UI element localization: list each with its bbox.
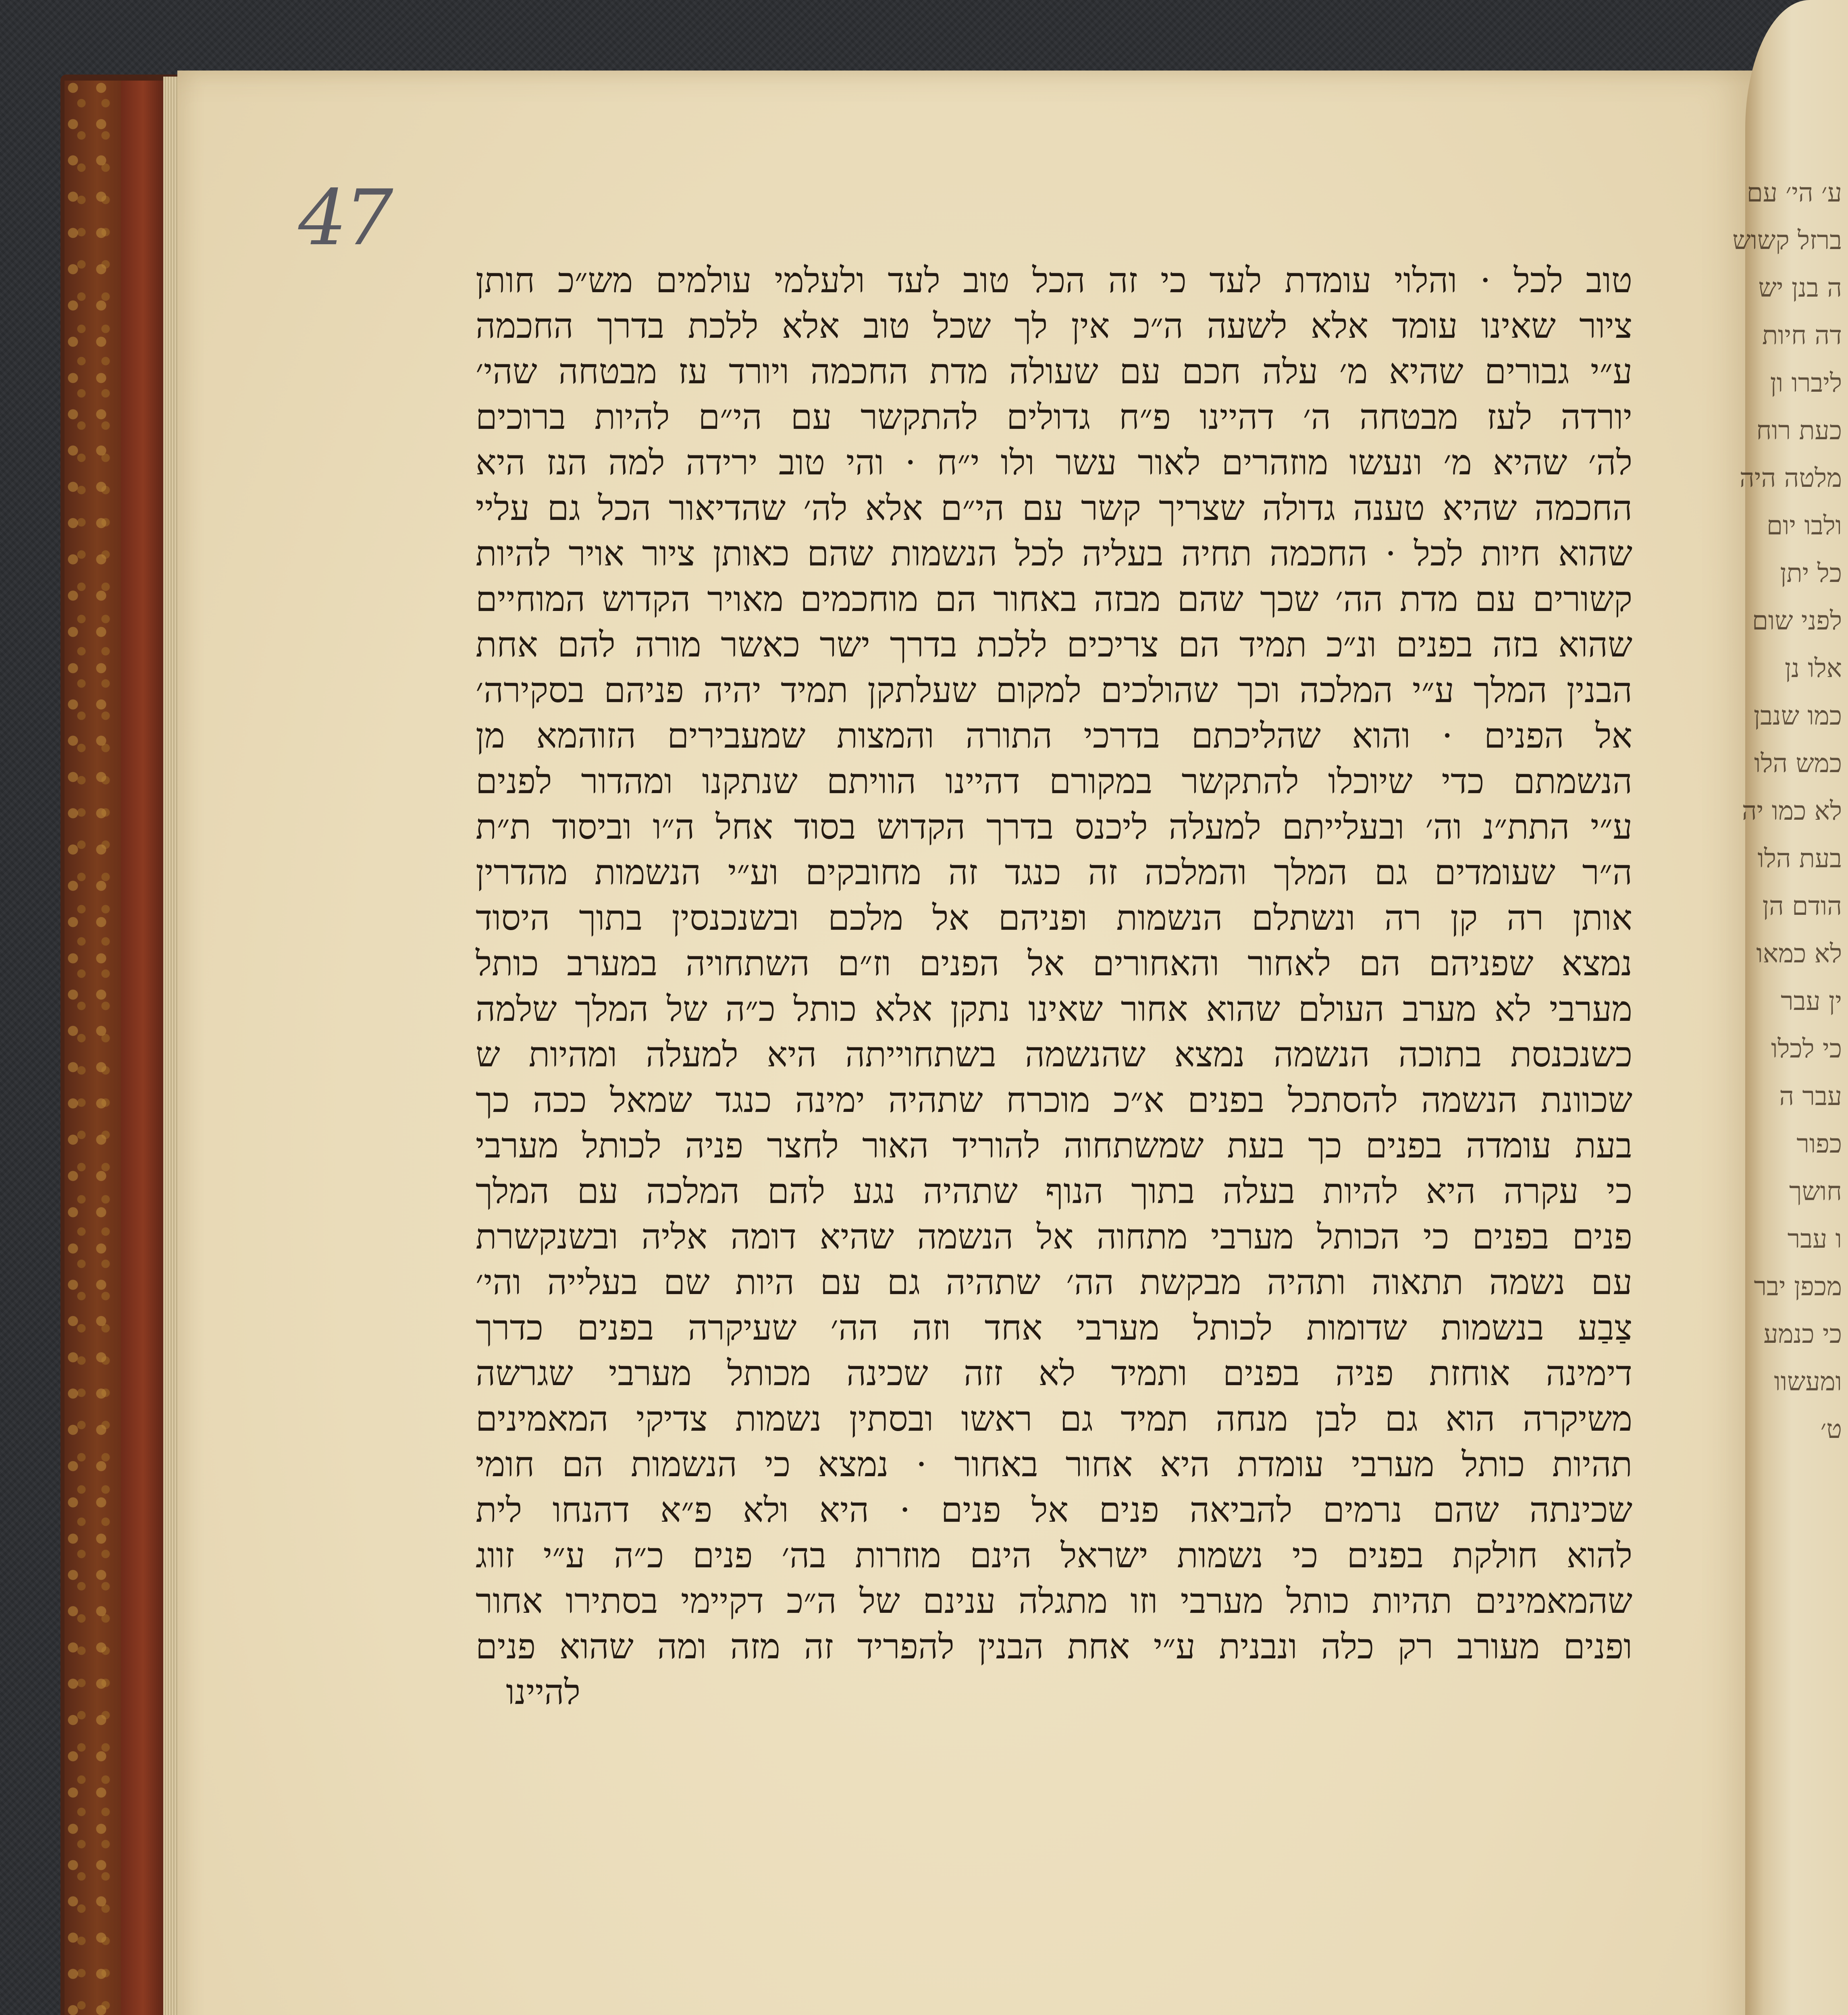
text-line: אותן רה קן רה ונשתלם הנשמות ופניהם אל מלכם ובשנכנסין בתוך היסוד [476,898,1632,938]
next-page-line: עבר ה [1779,1082,1842,1111]
text-line: אל הפנים · והוא שהליכתם בדרכי התורה והמצות שמעבירים הזוהמא מן [476,716,1632,756]
text-line: בעת עומדה בפנים כך בעת שמשתחוה להוריד האור לחצר פניה לכותל מערבי [476,1126,1632,1166]
next-page-text [1732,169,1842,2015]
next-page-line: ה בנן יש [1758,273,1842,303]
next-page-line: דה חיות [1762,321,1842,351]
next-page-line: כי לכלו [1771,1034,1842,1064]
text-line: הנשמתם כדי שיוכלו להתקשר במקורם דהיינו הוויתם שנתקנו ומהדור לפנים [476,761,1632,802]
next-page-line: לא כמאו [1756,939,1842,969]
next-page-line: הודם הן [1762,891,1842,921]
next-page-line: ומעשוו [1774,1367,1842,1397]
text-line: להיינו [506,1672,580,1712]
next-page-line: כמש הלו [1754,749,1842,779]
next-page-line: כל יתן [1780,559,1842,588]
text-line: שכוונת הנשמה להסתכל בפנים א״כ מוכרח שתהיה ימינה כנגד שמאל ככה כך [476,1080,1632,1120]
text-line: כשנכנסת בתוכה הנשמה נמצא שהנשמה בשתחוייתה היא למעלה ומהיות ש [476,1035,1632,1075]
text-line: יורדה לעז מבטחה ה׳ דהיינו פ״ח גדולים להתקשר עם הי״ם להיות ברוכים [476,397,1632,437]
text-line: להוא חולקת בפנים כי נשמות ישראל הינם מוזרות בה׳ פנים כ״ה ע״י זווג [476,1535,1632,1576]
next-page-line: כפור [1796,1129,1842,1159]
text-line: מערבי לא מערב העולם שהוא אחור שאינו נתקן אלא כותל כ״ה של המלך שלמה [476,989,1633,1029]
text-line: ה״ר שעומדים גם המלך והמלכה זה כנגד זה מחובקים וע״י הנשמות מהדרין [476,852,1632,893]
text-line: שכינתה שהם נרמים להביאה פנים אל פנים · היא ולא פ״א דהנחו לית [476,1490,1632,1530]
text-line: ע״י התת״נ וה׳ ובעלייתם למעלה ליכנס בדרך הקדוש בסוד אחל ה״ו וביסוד ת״ת [476,807,1632,847]
next-page-line: מלטה היה [1739,463,1842,493]
text-line: החכמה שהיא טענה גדולה שצריך קשר עם הי״ם אלא לה׳ שהדיאור הכל גם עליי [476,488,1632,528]
text-line: תהיות כותל מערבי עומדת היא אחור באחור · נמצא כי הנשמות הם חומי [476,1444,1632,1485]
text-line: שהמאמינים תהיות כותל מערבי וזו מתגלה ענינם של ה״כ דקיימי בסתירו אחור [476,1581,1632,1621]
text-line: ציור שאינו עומד אלא לשעה ה״כ אין לך שכל טוב אלא ללכת בדרך החכמה [476,306,1632,346]
next-page-line: ע׳ הי׳ עם [1746,178,1842,208]
text-line: לה׳ שהיא מ׳ ונעשו מוזהרים לאור עשר ולו י״ח · והי טוב ירידה למה הנז היא [476,442,1632,483]
text-line: עם נשמה תתאוה ותהיה מבקשת הה׳ שתהיה גם עם היות שם בעלייה והי׳ [476,1262,1632,1302]
text-line: שהוא בזה בפנים ונ״כ תמיד הם צריכים ללכת בדרך ישר כאשר מורה להם אחת [476,625,1632,665]
text-line: טוב לכל · והלוי עומדת לעד כי זה הכל טוב לעד ולעלמי עולמים מש״כ חותן [476,260,1632,301]
next-page-line: כמו שנבן [1753,701,1842,731]
text-line: דימינה אוחזת פניה בפנים ותמיד לא זזה שכינה מכותל מערבי שגרשה [476,1353,1632,1394]
next-page-line: כי כנמע [1763,1319,1842,1349]
next-page-line: ין עבר [1781,987,1842,1016]
next-page-line: ט׳ [1820,1415,1842,1444]
next-page-line: מכפן יבר [1754,1272,1842,1302]
next-page-line: ליברו ון [1770,368,1842,398]
next-page-line: לפני שום [1752,606,1842,636]
text-line: קשורים עם מדת הה׳ שכך שהם מבזה באחור הם מוחכמים מאויר הקדוש המוחיים [476,579,1632,619]
spine-leather [121,81,165,2015]
text-line: כי עקרה היא להיות בעלה בתוך הנוף שתהיה נגע להם המלכה עם המלך [476,1171,1632,1211]
text-line: הבנין המלך ע״י המלכה וכך שהולכים למקום שעלתקן תמיד יהיה פניהם בסקירה׳ [476,670,1632,710]
next-page-line: בעת הלו [1757,844,1842,874]
text-line: ע״י גבורים שהיא מ׳ עלה חכם עם שעולה מדת החכמה ויורד עז מבטחה שהי׳ [476,351,1632,392]
next-page-line: ברזל קשוש [1732,226,1842,256]
text-line: פנים בפנים כי הכותל מערבי מתחוה אל הנשמה שהיא דומה אליה ובשנקשרת [476,1217,1632,1257]
next-page-line: ולבו יום [1767,511,1842,541]
text-line: שהוא חיות לכל · החכמה תחיה בעליה לכל הנשמות שהם כאותן ציור אויר להיות [476,534,1632,574]
hebrew-text-block [476,258,1632,1715]
text-line: נמצא שפניהם הם לאחור והאחורים אל הפנים וז״ם השתחויה במערב כותל [476,943,1632,984]
next-page-line: לא כמו יה [1742,796,1842,826]
next-page-line: ו עבר [1787,1224,1842,1254]
next-page-line: כעת רוח [1756,416,1842,446]
text-line: משיקרה הוא גם לבן מנחה תמיד גם ראשו ובסתין נשמות צדיקי המאמינים [476,1399,1632,1439]
page-number: 47 [298,173,391,262]
next-page-line: חושך [1789,1177,1842,1207]
next-page-line: אלו נן [1784,654,1842,683]
text-line: צַבַע בנשמות שדומות לכותל מערבי אחד וזה הה׳ שעיקרה בפנים כדרך [476,1308,1632,1348]
text-line: ופנים מעורב רק כלה ונבנית ע״י אחת הבנין להפריד זה מזה ומה שהוא פנים [476,1627,1632,1667]
